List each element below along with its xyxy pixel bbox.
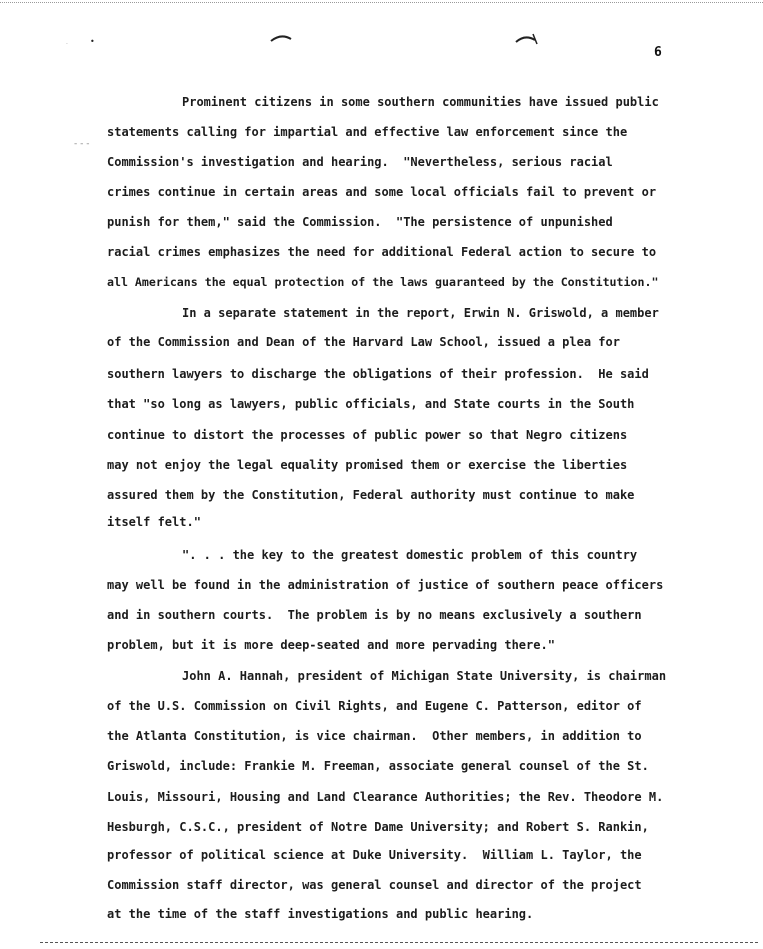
text-line: Prominent citizens in some southern communities have issued public [182,95,659,109]
text-line: all Americans the equal protection of the laws guaranteed by the Constitution." [107,275,659,289]
text-line: ". . . the key to the greatest domestic problem of this country [182,548,638,562]
scan-mark-right-arc [515,32,541,49]
scan-mark-left-arc [270,30,292,46]
text-line: crimes continue in certain areas and some local officials fail to prevent or [107,185,657,199]
text-line: itself felt." [107,515,201,529]
scan-speck-1: • [90,37,95,46]
text-line: and in southern courts. The problem is by no means exclusively a southern [107,608,642,622]
text-line: Louis, Missouri, Housing and Land Clearance Authorities; the Rev. Theodore M. [107,790,664,804]
text-line: Commission's investigation and hearing. "Nevertheless, serious racial [107,155,613,169]
text-line: Hesburgh, C.S.C., president of Notre Dame University; and Robert S. Rankin, [107,820,649,834]
text-line: Commission staff director, was general counsel and director of the project [107,878,642,892]
text-line: may well be found in the administration of justice of southern peace officers [107,578,664,592]
text-line: of the U.S. Commission on Civil Rights, and Eugene C. Patterson, editor of [107,699,642,713]
scan-dashes-left: - - - [74,139,90,149]
text-line: southern lawyers to discharge the obligations of their profession. He said [107,367,649,381]
text-line: problem, but it is more deep-seated and more pervading there." [107,638,555,652]
top-edge-dots [0,2,763,3]
text-line: the Atlanta Constitution, is vice chairman. Other members, in addition to [107,729,642,743]
text-line: punish for them," said the Commission. "The persistence of unpunished [107,215,613,229]
text-line: John A. Hannah, president of Michigan State University, is chairman [182,669,667,683]
text-line: racial crimes emphasizes the need for additional Federal action to secure to [107,245,657,259]
text-line: that "so long as lawyers, public officials, and State courts in the South [107,397,635,411]
text-line: assured them by the Constitution, Federal authority must continue to make [107,488,635,502]
text-line: statements calling for impartial and effective law enforcement since the [107,125,628,139]
page-number: 6 [654,45,662,60]
text-line: Griswold, include: Frankie M. Freeman, associate general counsel of the St. [107,759,649,773]
text-line: professor of political science at Duke University. William L. Taylor, the [107,848,642,862]
text-line: may not enjoy the legal equality promised them or exercise the liberties [107,458,628,472]
bottom-edge-rule [40,942,758,943]
text-line: continue to distort the processes of public power so that Negro citizens [107,428,628,442]
text-line: In a separate statement in the report, Erwin N. Griswold, a member [182,306,659,320]
scan-speck-2: . [66,39,68,46]
text-line: of the Commission and Dean of the Harvard Law School, issued a plea for [107,335,620,349]
text-line: at the time of the staff investigations and public hearing. [107,907,534,921]
